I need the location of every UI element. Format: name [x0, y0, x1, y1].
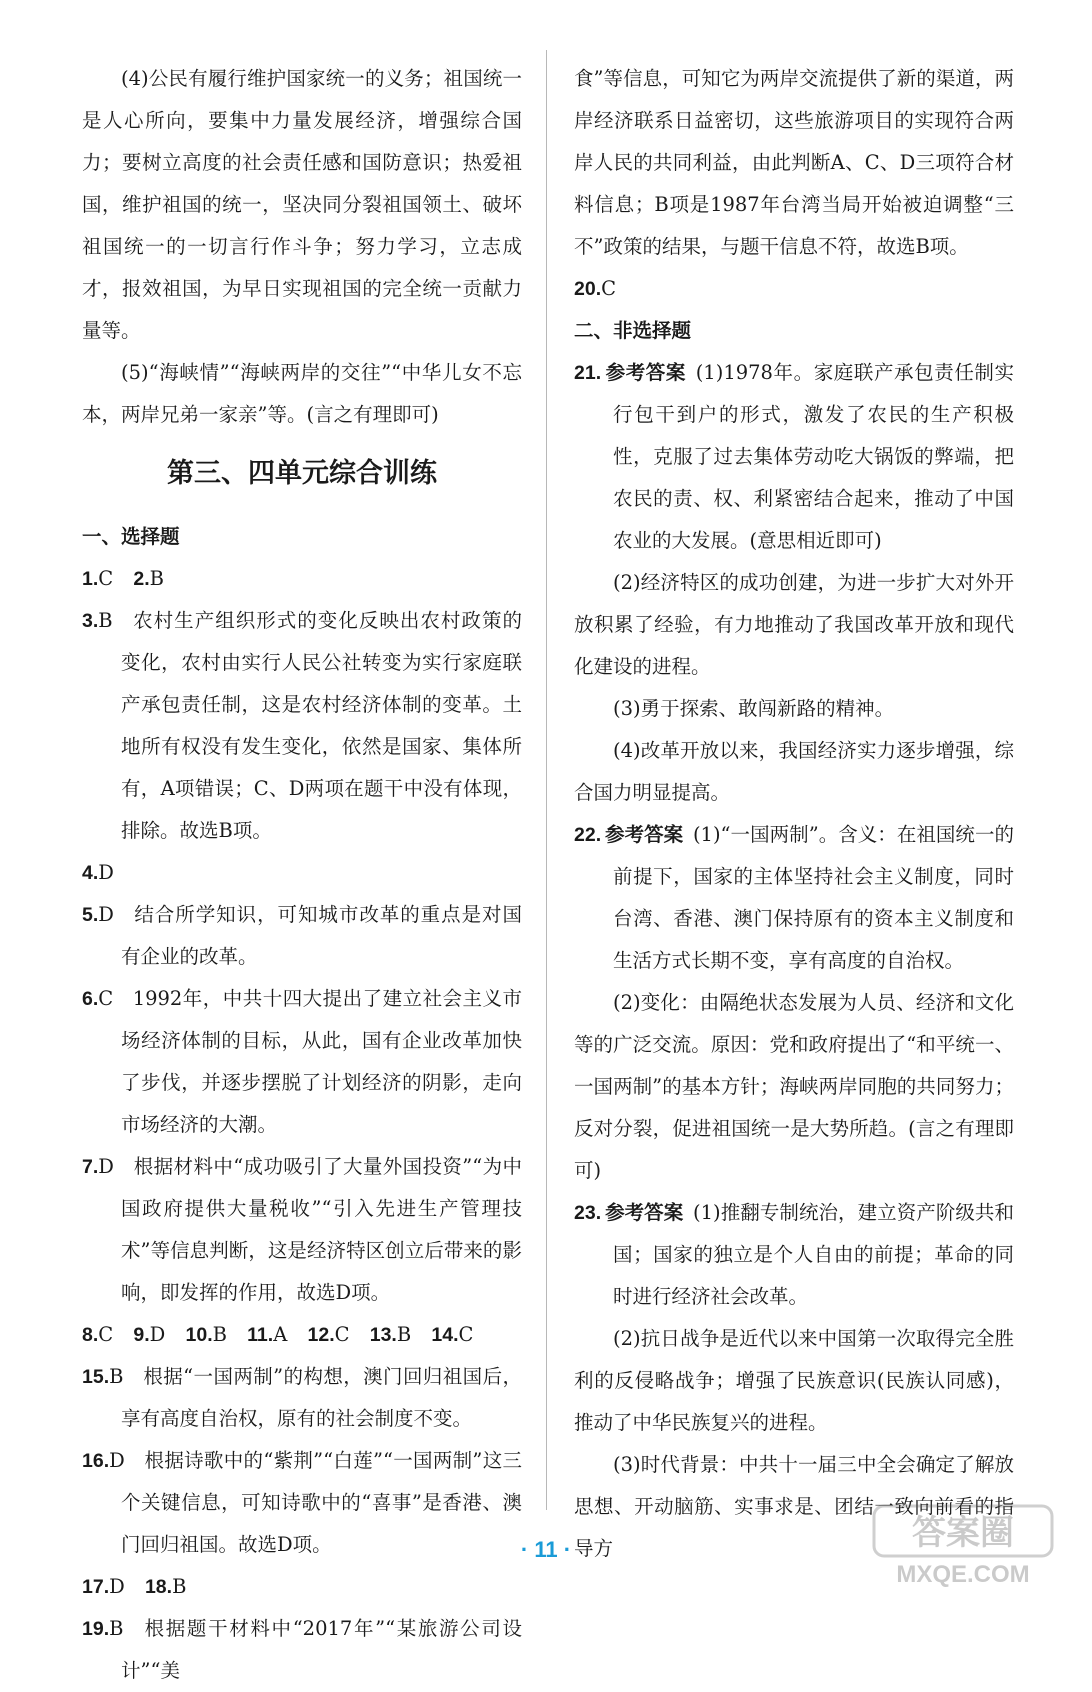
- answer-16: 16.D 根据诗歌中的“紫荆”“白莲”“一国两制”这三个关键信息，可知诗歌中的“喜事”是香港、澳门回归祖国。故选D项。: [82, 1449, 522, 1556]
- watermark-logo: [868, 1500, 1058, 1590]
- answer-3: 3.B 农村生产组织形式的变化反映出农村政策的变化，农村由实行人民公社转变为实行家庭联产承包责任制，这是农村经济体制的变革。土地所有权没有发生变化，依然是国家、集体所有，A项错误；C、D两项在题干中没有体现，排除。故选B项。: [82, 609, 522, 842]
- reference-answer-label: 参考答案: [605, 1202, 684, 1224]
- answer-21-part1: 21. 参考答案 (1)1978年。家庭联产承包责任制实行包干到户的形式，激发了农民的生产积极性，克服了过去集体劳动吃大锅饭的弊端，把农民的责、权、利紧密结合起来，推动了中国农业的大发展。(意思相近即可): [574, 361, 1014, 552]
- answer-19-continued: 食”等信息，可知它为两岸交流提供了新的渠道，两岸经济联系日益密切，这些旅游项目的实现符合两岸人民的共同利益，由此判断A、C、D三项符合材料信息；B项是1987年台湾当局开始被迫调整“三不”政策的结果，与题干信息不符，故选B项。: [574, 67, 1014, 258]
- answer-6: 6.C 1992年，中共十四大提出了建立社会主义市场经济体制的目标，从此，国有企业改革加快了步伐，并逐步摆脱了计划经济的阴影，走向市场经济的大潮。: [82, 987, 522, 1136]
- column-divider: [546, 50, 547, 1510]
- answer-19: 19.B 根据题干材料中“2017年”“某旅游公司设计”“美: [82, 1617, 522, 1682]
- unit-title: 第三、四单元综合训练: [167, 458, 437, 489]
- answer-22-part2: (2)变化：由隔绝状态发展为人员、经济和文化等的广泛交流。原因：党和政府提出了“和平统一、一国两制”的基本方针；海峡两岸同胞的共同努力；反对分裂，促进祖国统一是大势所趋。(言之有理即可): [574, 991, 1014, 1182]
- answer-7: 7.D 根据材料中“成功吸引了大量外国投资”“为中国政府提供大量税收”“引入先进生产管理技术”等信息判断，这是经济特区创立后带来的影响，即发挥的作用，故选D项。: [82, 1155, 522, 1304]
- svg-text:答案圈: 答案圈: [912, 1513, 1014, 1553]
- answer-20: 20.C: [574, 277, 617, 300]
- answer-22-part1: 22. 参考答案 (1)“一国两制”。含义：在祖国统一的前提下，国家的主体坚持社会主义制度，同时台湾、香港、澳门保持原有的资本主义制度和生活方式长期不变，享有高度的自治权。: [574, 823, 1014, 972]
- answer-21-part3: (3)勇于探索、敢闯新路的精神。: [613, 697, 895, 720]
- section-heading-choice: 一、选择题: [82, 526, 180, 548]
- answers-1-2: 1.C 2.B: [82, 567, 164, 590]
- answer-23-part3: (3)时代背景：中共十一届三中全会确定了解放思想、开动脑筋、实事求是、团结一致向前看的指导方: [574, 1453, 1014, 1560]
- answer-5: 5.D 结合所学知识，可知城市改革的重点是对国有企业的改革。: [82, 903, 522, 968]
- answer-4: 4.D: [82, 861, 114, 884]
- svg-text:MXQE.COM: MXQE.COM: [896, 1561, 1030, 1588]
- answers-8-14: 8.C 9.D 10.B 11.A 12.C 13.B 14.C: [82, 1323, 474, 1346]
- prev-answer-5: (5)“海峡情”“海峡两岸的交往”“中华儿女不忘本，两岸兄弟一家亲”等。(言之有理即可): [82, 361, 522, 426]
- reference-answer-label: 参考答案: [605, 824, 684, 846]
- reference-answer-label: 参考答案: [605, 362, 686, 384]
- prev-answer-4: (4)公民有履行维护国家统一的义务；祖国统一是人心所向，要集中力量发展经济，增强综合国力；要树立高度的社会责任感和国防意识；热爱祖国，维护祖国的统一，坚决同分裂祖国领土、破坏祖国统一的一切言行作斗争；努力学习，立志成才，报效祖国，为早日实现祖国的完全统一贡献力量等。: [82, 67, 522, 342]
- answer-21-part2: (2)经济特区的成功创建，为进一步扩大对外开放积累了经验，有力地推动了我国改革开放和现代化建设的进程。: [574, 571, 1014, 678]
- answer-23-part2: (2)抗日战争是近代以来中国第一次取得完全胜利的反侵略战争；增强了民族意识(民族认同感)，推动了中华民族复兴的进程。: [574, 1327, 1014, 1434]
- answer-23-part1: 23. 参考答案 (1)推翻专制统治，建立资产阶级共和国；国家的独立是个人自由的前提；革命的同时进行经济社会改革。: [574, 1201, 1014, 1308]
- right-column: [574, 58, 1014, 1570]
- section-heading-nonchoice: 二、非选择题: [574, 320, 692, 342]
- answer-21-part4: (4)改革开放以来，我国经济实力逐步增强，综合国力明显提高。: [574, 739, 1014, 804]
- answers-17-18: 17.D 18.B: [82, 1575, 187, 1598]
- left-column: [82, 58, 522, 1692]
- page-number: · 11 ·: [520, 1537, 572, 1562]
- answer-15: 15.B 根据“一国两制”的构想，澳门回归祖国后，享有高度自治权，原有的社会制度不变。: [82, 1365, 522, 1430]
